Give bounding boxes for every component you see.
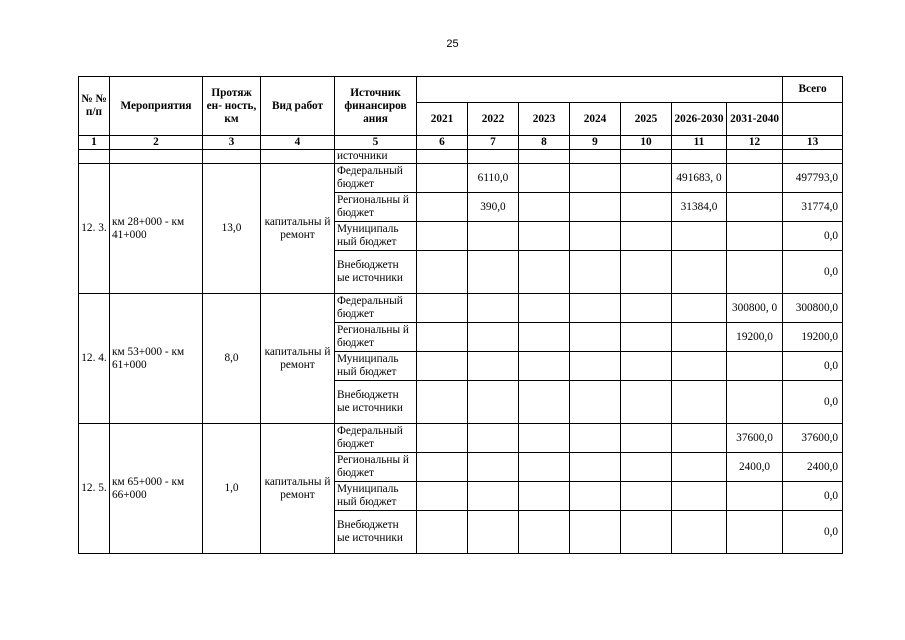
header-year: 2025 [621,103,672,136]
amount-cell [468,453,519,482]
amount-cell [672,424,727,453]
amount-cell [570,294,621,323]
header-year: 2023 [519,103,570,136]
total-cell: 497793,0 [783,164,843,193]
column-number: 5 [335,136,417,150]
amount-cell [417,294,468,323]
item-number-cell: 12. 3. [79,164,110,294]
amount-cell [468,222,519,251]
length-cell: 13,0 [203,164,261,294]
work-type-cell: капитальны й ремонт [261,294,335,424]
work-type-cell: капитальны й ремонт [261,424,335,554]
amount-cell [621,511,672,554]
header-length: Протяж ен- ность, км [203,77,261,136]
amount-cell [519,323,570,352]
financing-table [78,76,843,554]
amount-cell [417,424,468,453]
column-number: 10 [621,136,672,150]
header-total-empty [783,103,843,136]
amount-cell [672,453,727,482]
amount-cell [621,381,672,424]
amount-cell [519,381,570,424]
amount-cell [727,164,783,193]
amount-cell [468,323,519,352]
amount-cell [519,222,570,251]
funding-source-cell: Региональны й бюджет [335,193,417,222]
funding-source-cell: Муниципаль ный бюджет [335,222,417,251]
funding-source-cell: Федеральный бюджет [335,164,417,193]
column-number: 11 [672,136,727,150]
amount-cell [621,164,672,193]
table-row [79,164,843,193]
amount-cell [672,222,727,251]
amount-cell: 37600,0 [727,424,783,453]
amount-cell [519,453,570,482]
amount-cell: 390,0 [468,193,519,222]
amount-cell [621,294,672,323]
activity-cell: км 65+000 - км 66+000 [110,424,203,554]
header-year: 2021 [417,103,468,136]
header-year: 2026-2030 [672,103,727,136]
amount-cell [519,424,570,453]
amount-cell [417,164,468,193]
amount-cell [519,193,570,222]
amount-cell [621,222,672,251]
amount-cell [417,251,468,294]
amount-cell: 19200,0 [727,323,783,352]
header-year: 2031-2040 [727,103,783,136]
total-cell: 0,0 [783,482,843,511]
amount-cell [727,222,783,251]
amount-cell [621,352,672,381]
funding-source-cell: Муниципаль ный бюджет [335,352,417,381]
column-number: 8 [519,136,570,150]
amount-cell [468,482,519,511]
total-cell: 0,0 [783,352,843,381]
funding-source-cell: источники [335,150,417,164]
header-work-type: Вид работ [261,77,335,136]
amount-cell [621,424,672,453]
total-cell: 0,0 [783,381,843,424]
funding-source-cell: Региональны й бюджет [335,323,417,352]
header-total: Всего [783,77,843,103]
amount-cell [570,251,621,294]
column-number: 7 [468,136,519,150]
amount-cell [727,511,783,554]
amount-cell [570,352,621,381]
amount-cell [519,164,570,193]
funding-source-cell: Федеральный бюджет [335,424,417,453]
amount-cell [570,323,621,352]
column-number: 9 [570,136,621,150]
total-cell: 0,0 [783,511,843,554]
amount-cell: 491683, 0 [672,164,727,193]
column-number: 2 [110,136,203,150]
amount-cell [519,251,570,294]
length-cell: 1,0 [203,424,261,554]
column-number: 3 [203,136,261,150]
funding-source-cell: Внебюджетн ые источники [335,381,417,424]
column-number: 12 [727,136,783,150]
length-cell: 8,0 [203,294,261,424]
amount-cell [417,381,468,424]
total-cell: 0,0 [783,222,843,251]
amount-cell [468,352,519,381]
amount-cell [672,381,727,424]
amount-cell: 6110,0 [468,164,519,193]
funding-source-cell: Региональны й бюджет [335,453,417,482]
amount-cell [570,381,621,424]
item-number-cell: 12. 5. [79,424,110,554]
total-cell: 19200,0 [783,323,843,352]
amount-cell [468,511,519,554]
header-year: 2024 [570,103,621,136]
amount-cell [621,453,672,482]
activity-cell: км 53+000 - км 61+000 [110,294,203,424]
total-cell: 0,0 [783,251,843,294]
amount-cell [621,482,672,511]
amount-cell [727,381,783,424]
funding-source-cell: Внебюджетн ые источники [335,251,417,294]
amount-cell [570,482,621,511]
amount-cell [417,193,468,222]
amount-cell [417,352,468,381]
amount-cell [727,193,783,222]
amount-cell [468,424,519,453]
amount-cell [519,352,570,381]
total-cell: 37600,0 [783,424,843,453]
header-funding-source: Источник финансиров ания [335,77,417,136]
amount-cell [519,294,570,323]
column-number: 13 [783,136,843,150]
amount-cell [417,453,468,482]
work-type-cell: капитальны й ремонт [261,164,335,294]
header-activity: Мероприятия [110,77,203,136]
table-row [79,424,843,453]
amount-cell [417,511,468,554]
amount-cell [672,251,727,294]
total-cell: 2400,0 [783,453,843,482]
amount-cell [519,482,570,511]
amount-cell [417,482,468,511]
column-number-row [79,136,843,150]
amount-cell [727,352,783,381]
column-number: 6 [417,136,468,150]
amount-cell [727,251,783,294]
amount-cell [570,511,621,554]
amount-cell [621,323,672,352]
amount-cell: 300800, 0 [727,294,783,323]
amount-cell [468,251,519,294]
header-number: № № п/п [79,77,110,136]
amount-cell [621,193,672,222]
amount-cell: 2400,0 [727,453,783,482]
amount-cell [672,482,727,511]
total-cell: 300800,0 [783,294,843,323]
activity-cell: км 28+000 - км 41+000 [110,164,203,294]
funding-source-cell: Муниципаль ный бюджет [335,482,417,511]
total-cell: 31774,0 [783,193,843,222]
amount-cell: 31384,0 [672,193,727,222]
amount-cell [570,193,621,222]
header-years-span [417,77,783,103]
amount-cell [570,222,621,251]
amount-cell [519,511,570,554]
item-number-cell: 12. 4. [79,294,110,424]
amount-cell [672,294,727,323]
amount-cell [672,511,727,554]
amount-cell [417,222,468,251]
amount-cell [570,424,621,453]
header-year: 2022 [468,103,519,136]
column-number: 4 [261,136,335,150]
amount-cell [468,381,519,424]
funding-source-cell: Внебюджетн ые источники [335,511,417,554]
amount-cell [417,323,468,352]
carry-over-row [79,150,843,164]
amount-cell [672,323,727,352]
amount-cell [621,251,672,294]
column-number: 1 [79,136,110,150]
amount-cell [727,482,783,511]
amount-cell [672,352,727,381]
amount-cell [468,294,519,323]
table-row [79,294,843,323]
page-number: 25 [446,38,459,50]
amount-cell [570,453,621,482]
funding-source-cell: Федеральный бюджет [335,294,417,323]
amount-cell [570,164,621,193]
